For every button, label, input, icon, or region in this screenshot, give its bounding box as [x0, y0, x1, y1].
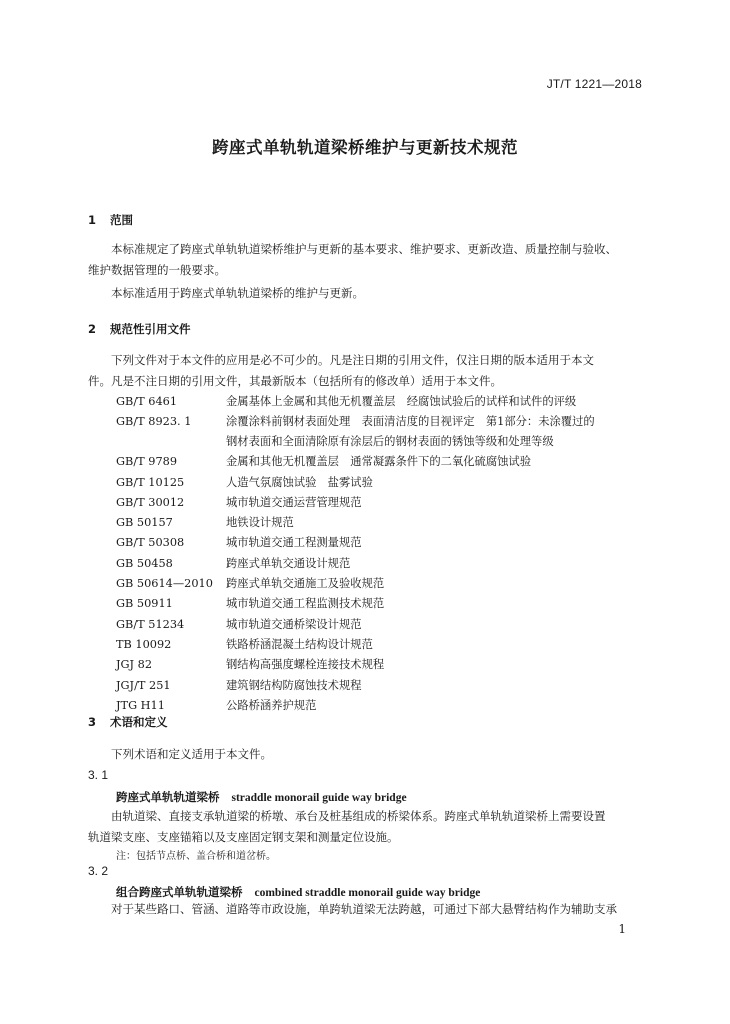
- section-2-heading: [88, 321, 191, 337]
- section-title: 规范性引用文件: [110, 322, 191, 336]
- paragraph-line: 件。凡是不注日期的引用文件，其最新版本（包括所有的修改单）适用于本文件。: [88, 374, 502, 388]
- paragraph-line: 本标准适用于跨座式单轨轨道梁桥的维护与更新。: [111, 286, 364, 300]
- reference-code: GB/T 9789: [116, 455, 178, 469]
- reference-title: 城市轨道交通工程测量规范: [226, 536, 362, 550]
- reference-title: 跨座式单轨交通施工及验收规范: [226, 577, 385, 591]
- term-definition: [88, 899, 642, 920]
- paragraph-line: 由轨道梁、直接支承轨道梁的桥墩、承台及桩基组成的桥梁体系。跨座式单轨轨道梁桥上需要设置: [111, 809, 606, 823]
- paragraph-line: 下列术语和定义适用于本文件。: [111, 747, 272, 761]
- reference-title: 跨座式单轨交通设计规范: [226, 556, 351, 570]
- reference-code: GB/T 30012: [116, 495, 185, 509]
- reference-code: GB 50458: [116, 556, 173, 570]
- document-title: 跨座式单轨轨道梁桥维护与更新技术规范: [212, 138, 518, 157]
- reference-title: 人造气氛腐蚀试验 盐雾试验: [226, 475, 373, 489]
- reference-code: TB 10092: [116, 637, 172, 651]
- term-number: 3. 2: [88, 864, 109, 878]
- reference-code: GB 50614—2010: [116, 577, 213, 591]
- reference-code: JTG H11: [116, 698, 165, 712]
- reference-code: GB 50157: [116, 516, 173, 530]
- paragraph-line: 本标准规定了跨座式单轨轨道梁桥维护与更新的基本要求、维护要求、更新改造、质量控制与验收、: [111, 242, 617, 256]
- term-zh: 跨座式单轨轨道梁桥: [116, 790, 220, 804]
- reference-title: 钢结构高强度螺栓连接技术规程: [226, 658, 385, 672]
- term-en: combined straddle monorail guide way bridge: [254, 887, 481, 899]
- term-en: straddle monorail guide way bridge: [231, 792, 407, 804]
- standard-code: JT/T 1221—2018: [546, 77, 642, 91]
- section-number: 3: [88, 715, 97, 729]
- term-note: 注：包括节点桥、盖合桥和道岔桥。: [116, 851, 276, 862]
- reference-code: JGJ/T 251: [116, 678, 171, 692]
- paragraph-line: 维护数据管理的一般要求。: [88, 263, 226, 277]
- section-number: 1: [88, 213, 97, 227]
- reference-code: GB/T 10125: [116, 475, 185, 489]
- reference-title: 地铁设计规范: [226, 516, 294, 530]
- reference-title: 建筑钢结构防腐蚀技术规程: [226, 678, 362, 692]
- reference-title: 金属和其他无机覆盖层 通常凝露条件下的二氧化硫腐蚀试验: [226, 455, 532, 469]
- section-1-heading: [88, 212, 133, 228]
- reference-code: GB/T 51234: [116, 617, 185, 631]
- references-intro: [88, 350, 642, 392]
- term-heading: [116, 789, 407, 805]
- terms-intro: [88, 744, 642, 765]
- reference-title: 城市轨道交通桥梁设计规范: [226, 617, 362, 631]
- term-definition: [88, 806, 642, 848]
- paragraph-line: 轨道梁支座、支座锚箱以及支座固定钢支架和测量定位设施。: [88, 830, 399, 844]
- reference-code: GB 50911: [116, 597, 173, 611]
- section-number: 2: [88, 322, 97, 336]
- reference-code: GB/T 50308: [116, 536, 185, 550]
- reference-title: 城市轨道交通运营管理规范: [226, 495, 362, 509]
- scope-paragraph-2: [88, 283, 642, 304]
- reference-code: GB/T 6461: [116, 395, 178, 408]
- reference-title: 铁路桥涵混凝土结构设计规范: [226, 637, 373, 651]
- reference-title: 公路桥涵养护规范: [226, 698, 317, 712]
- paragraph-line: 下列文件对于本文件的应用是必不可少的。凡是注日期的引用文件，仅注日期的版本适用于本文: [111, 353, 594, 367]
- reference-title-line: 涂覆涂料前钢材表面处理 表面清洁度的目视评定 第1部分：未涂覆过的: [226, 415, 595, 429]
- term-zh: 组合跨座式单轨轨道梁桥: [116, 885, 243, 899]
- reference-title: 城市轨道交通工程监测技术规范: [226, 597, 385, 611]
- term-number: 3. 1: [88, 768, 109, 782]
- reference-title-line: 钢材表面和全面清除原有涂层后的钢材表面的锈蚀等级和处理等级: [226, 435, 554, 449]
- page-number: 1: [618, 922, 626, 936]
- scope-paragraph-1: [88, 239, 642, 281]
- reference-title: 金属基体上金属和其他无机覆盖层 经腐蚀试验后的试样和试件的评级: [226, 395, 577, 408]
- term-heading: [116, 884, 480, 900]
- section-title: 术语和定义: [110, 715, 168, 729]
- section-3-heading: [88, 714, 168, 730]
- reference-code: GB/T 8923. 1: [116, 415, 192, 429]
- reference-title: [226, 412, 642, 452]
- paragraph-line: 对于某些路口、管涵、道路等市政设施，单跨轨道梁无法跨越，可通过下部大悬臂结构作为辅助支承: [111, 902, 617, 916]
- reference-code: JGJ 82: [116, 658, 153, 672]
- section-title: 范围: [110, 213, 133, 227]
